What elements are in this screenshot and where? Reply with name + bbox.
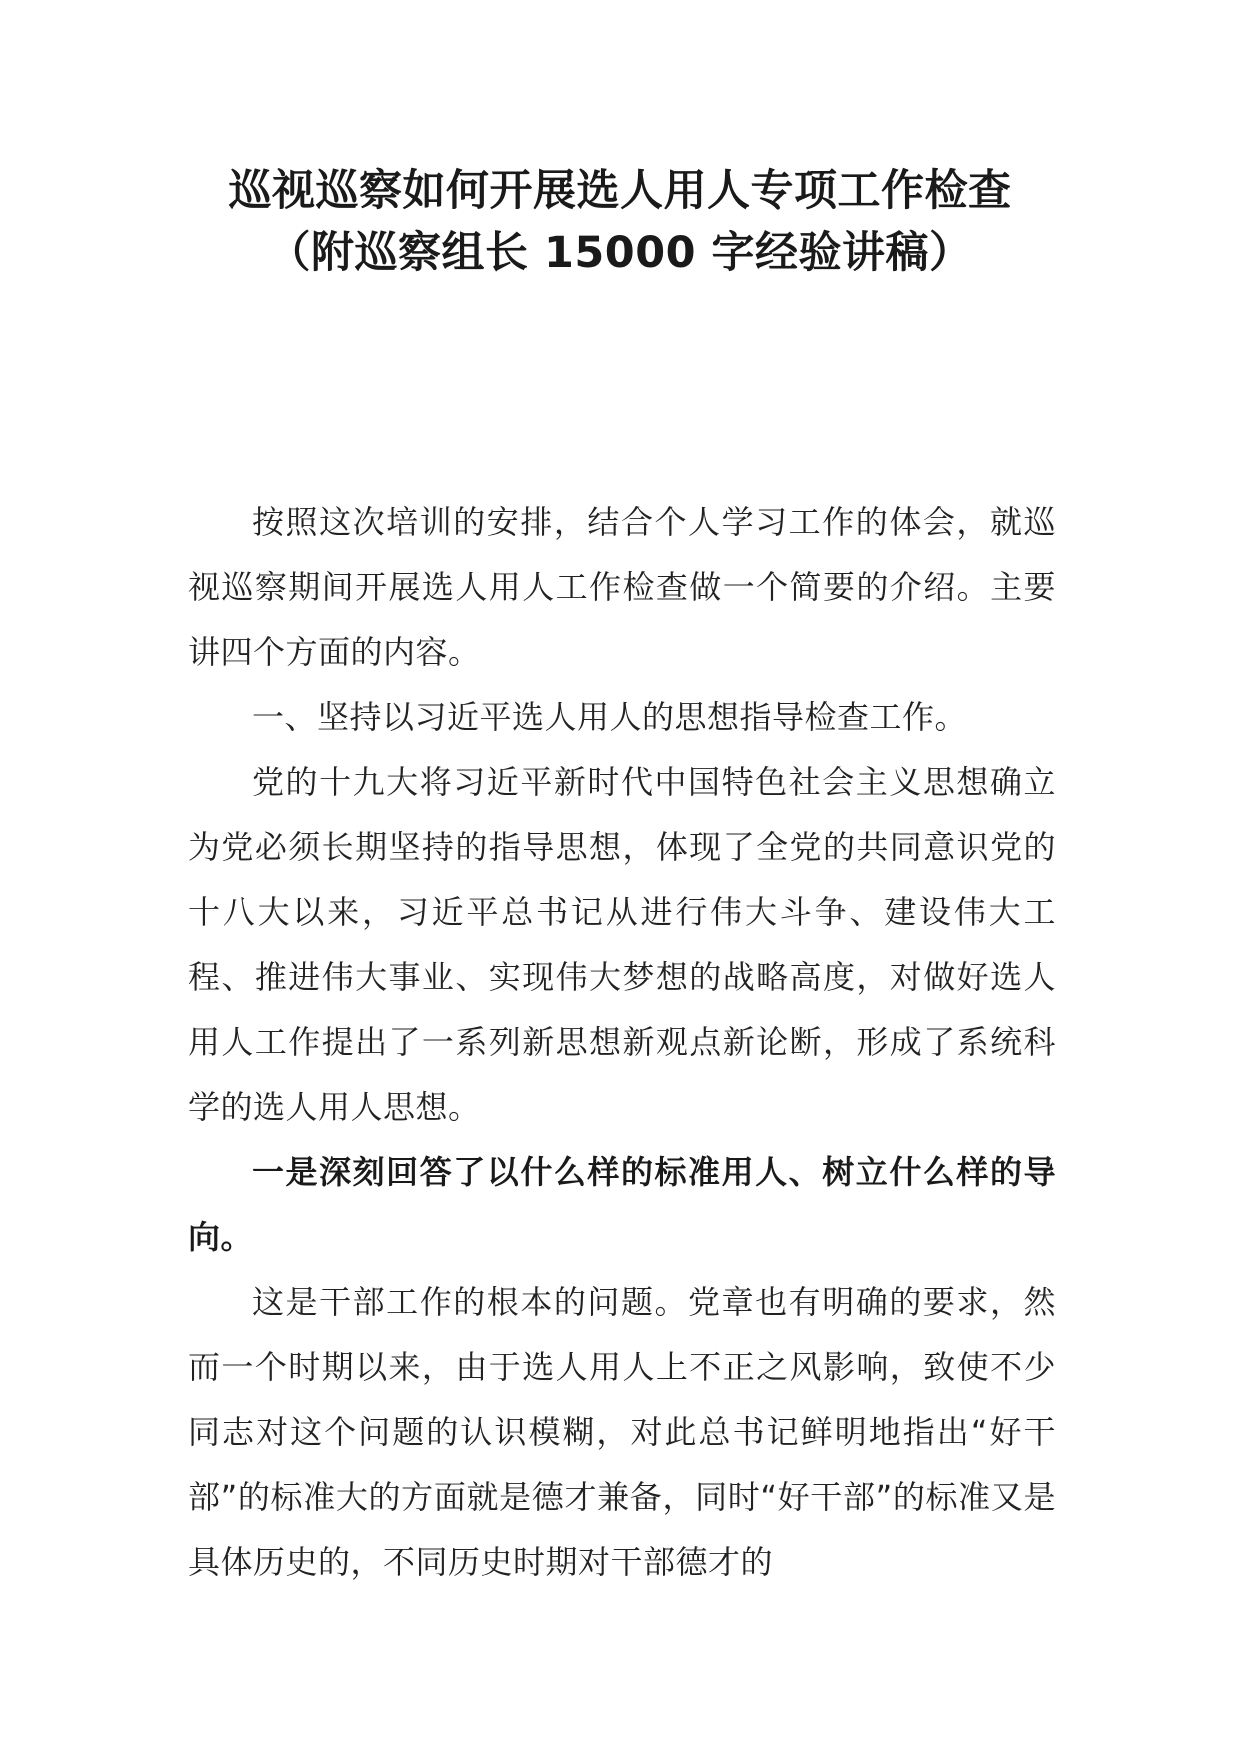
title-line-2: （附巡察组长 15000 字经验讲稿） bbox=[267, 228, 973, 278]
paragraph-intro: 按照这次培训的安排，结合个人学习工作的体会，就巡视巡察期间开展选人用人工作检查做一个简要的介绍。主要讲四个方面的内容。 bbox=[188, 503, 1056, 671]
section-heading-one: 一、坚持以习近平选人用人的思想指导检查工作。 bbox=[252, 698, 968, 736]
paragraph-standards: 这是干部工作的根本的问题。党章也有明确的要求，然而一个时期以来，由于选人用人上不正之风影响，致使不少同志对这个问题的认识模糊，对此总书记鲜明地指出“好干部”的标准大的方面就是德才兼备，同时“好干部”的标准又是具体历史的，不同历史时期对干部德才的 bbox=[188, 1283, 1056, 1581]
title-line-1: 巡视巡察如何开展选人用人专项工作检查 bbox=[228, 166, 1012, 216]
paragraph-guiding-thought: 党的十九大将习近平新时代中国特色社会主义思想确立为党必须长期坚持的指导思想，体现了全党的共同意识党的十八大以来，习近平总书记从进行伟大斗争、建设伟大工程、推进伟大事业、实现伟大梦想的战略高度，对做好选人用人工作提出了一系列新思想新观点新论断，形成了系统科学的选人用人思想。 bbox=[188, 763, 1056, 1126]
document-title bbox=[120, 160, 1120, 284]
document-body bbox=[188, 490, 1056, 1595]
subheading-point-one: 一是深刻回答了以什么样的标准用人、树立什么样的导向。 bbox=[188, 1153, 1056, 1256]
